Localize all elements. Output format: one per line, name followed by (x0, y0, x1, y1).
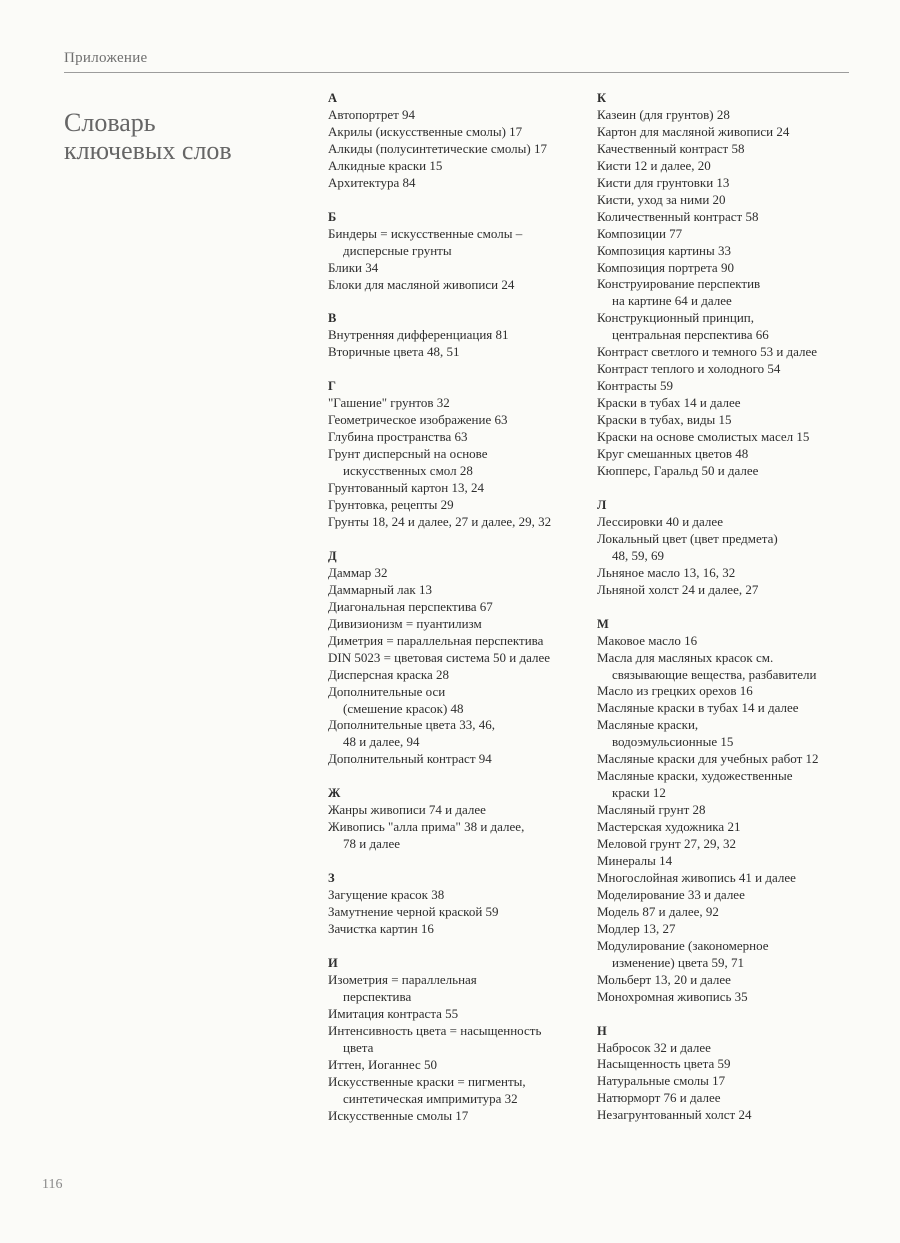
entry-term: Грунт дисперсный на основе (328, 446, 488, 462)
index-section (328, 310, 588, 361)
index-entry (328, 667, 588, 684)
entry-term: Искусственные краски = пигменты, (328, 1073, 526, 1089)
entry-term: Масляные краски, художественные (597, 768, 793, 784)
index-entry (597, 582, 849, 599)
index-entry (597, 531, 849, 565)
entry-term: Казеин (для грунтов) 28 (597, 106, 730, 122)
index-column-right (597, 90, 849, 1141)
index-entry (597, 226, 849, 243)
index-entry (597, 412, 849, 429)
entry-continuation: 48, 59, 69 (612, 547, 664, 563)
index-entry (597, 565, 849, 582)
entry-continuation: искусственных смол 28 (343, 463, 473, 479)
index-entry (328, 175, 588, 192)
index-entry (597, 989, 849, 1006)
entry-term: Геометрическое изображение 63 (328, 412, 508, 428)
entry-term: "Гашение" грунтов 32 (328, 395, 450, 411)
index-entry (328, 446, 588, 480)
index-section (597, 497, 849, 599)
index-entry (597, 650, 849, 684)
entry-term: Имитация контраста 55 (328, 1005, 459, 1021)
entry-term: Модлер 13, 27 (597, 920, 676, 936)
index-entry (597, 921, 849, 938)
index-entry (328, 684, 588, 718)
entry-term: Масляные краски для учебных работ 12 (597, 751, 819, 767)
index-entry (328, 1057, 588, 1074)
entry-term: Диметрия = параллельная перспектива (328, 632, 544, 648)
index-entry (328, 124, 588, 141)
section-letter: В (328, 311, 337, 326)
header-rule (64, 72, 849, 73)
index-entry (328, 565, 588, 582)
entry-term: Меловой грунт 27, 29, 32 (597, 836, 736, 852)
entry-term: Искусственные смолы 17 (328, 1107, 469, 1123)
index-entry (597, 276, 849, 310)
entry-continuation: водоэмульсионные 15 (612, 734, 734, 750)
index-entry (328, 260, 588, 277)
entry-term: Лессировки 40 и далее (597, 513, 723, 529)
index-entry (597, 870, 849, 887)
index-entry (597, 751, 849, 768)
entry-term: Внутренняя дифференциация 81 (328, 327, 509, 343)
index-entry (328, 141, 588, 158)
page-title (64, 109, 264, 165)
entry-term: Грунтовка, рецепты 29 (328, 497, 454, 513)
index-column-left (328, 90, 588, 1141)
entry-continuation: (смешение красок) 48 (343, 700, 464, 716)
index-entry (597, 700, 849, 717)
index-entry (597, 158, 849, 175)
entry-term: Модулирование (закономерное (597, 937, 769, 953)
index-entry (328, 226, 588, 260)
index-entry (328, 395, 588, 412)
entry-term: Конструкционный принцип, (597, 310, 754, 326)
entry-term: Качественный контраст 58 (597, 140, 745, 156)
entry-term: Мольберт 13, 20 и далее (597, 971, 731, 987)
index-entry (597, 836, 849, 853)
entry-term: Краски на основе смолистых масел 15 (597, 429, 810, 445)
index-entry (597, 141, 849, 158)
index-entry (597, 819, 849, 836)
index-entry (597, 209, 849, 226)
entry-continuation: изменение) цвета 59, 71 (612, 954, 745, 970)
entry-term: DIN 5023 = цветовая система 50 и далее (328, 649, 551, 665)
index-entry (597, 683, 849, 700)
entry-term: Дивизионизм = пуантилизм (328, 615, 482, 631)
index-entry (328, 344, 588, 361)
entry-term: Композиция картины 33 (597, 242, 731, 258)
entry-term: Алкиды (полусинтетические смолы) 17 (328, 140, 547, 156)
index-entry (328, 650, 588, 667)
index-entry (597, 395, 849, 412)
index-section (328, 785, 588, 853)
index-section (328, 209, 588, 294)
index-entry (597, 887, 849, 904)
entry-term: Моделирование 33 и далее (597, 886, 745, 902)
section-letter: Л (597, 497, 607, 512)
index-entry (328, 887, 588, 904)
index-entry (328, 327, 588, 344)
entry-term: Модель 87 и далее, 92 (597, 903, 719, 919)
index-section (328, 548, 588, 768)
page-title-line-2: ключевых слов (64, 136, 232, 166)
index-entry (328, 429, 588, 446)
index-entry (597, 938, 849, 972)
index-entry (597, 1040, 849, 1057)
entry-term: Вторичные цвета 48, 51 (328, 344, 460, 360)
entry-term: Масляные краски в тубах 14 и далее (597, 700, 799, 716)
entry-term: Контраст теплого и холодного 54 (597, 361, 781, 377)
index-entry (597, 1090, 849, 1107)
entry-term: Грунтованный картон 13, 24 (328, 480, 485, 496)
section-letter: А (328, 91, 338, 105)
section-letter: М (597, 616, 609, 631)
entry-continuation: краски 12 (612, 785, 666, 801)
entry-term: Натюрморт 76 и далее (597, 1090, 721, 1106)
index-entry (597, 260, 849, 277)
index-entry (597, 972, 849, 989)
index-entry (597, 378, 849, 395)
entry-term: Автопортрет 94 (328, 106, 416, 122)
index-section (328, 955, 588, 1125)
index-entry (597, 361, 849, 378)
index-entry (328, 497, 588, 514)
index-entry (328, 1074, 588, 1108)
entry-term: Минералы 14 (597, 852, 673, 868)
entry-term: Масло из грецких орехов 16 (597, 683, 753, 699)
index-entry (328, 107, 588, 124)
index-entry (328, 599, 588, 616)
entry-term: Биндеры = искусственные смолы – (328, 225, 523, 241)
section-letter: Ж (328, 786, 341, 801)
index-entry (328, 277, 588, 294)
entry-term: Блики 34 (328, 259, 379, 275)
index-section (328, 870, 588, 938)
index-entry (597, 717, 849, 751)
entry-continuation: центральная перспектива 66 (612, 327, 769, 343)
entry-continuation: цвета (343, 1039, 374, 1055)
entry-term: Многослойная живопись 41 и далее (597, 869, 796, 885)
index-entry (328, 582, 588, 599)
index-entry (597, 904, 849, 921)
index-entry (328, 751, 588, 768)
index-entry (328, 480, 588, 497)
entry-term: Льняное масло 13, 16, 32 (597, 564, 736, 580)
entry-term: Контраст светлого и темного 53 и далее (597, 344, 818, 360)
section-letter: З (328, 871, 335, 886)
index-entry (597, 768, 849, 802)
index-entry (328, 514, 588, 531)
entry-continuation: 48 и далее, 94 (343, 734, 420, 750)
index-entry (328, 921, 588, 938)
entry-term: Интенсивность цвета = насыщенность (328, 1022, 542, 1038)
entry-term: Жанры живописи 74 и далее (328, 802, 486, 818)
entry-continuation: перспектива (343, 988, 412, 1004)
index-entry (328, 717, 588, 751)
index-entry (597, 802, 849, 819)
entry-term: Акрилы (искусственные смолы) 17 (328, 123, 523, 139)
section-letter: Б (328, 209, 337, 224)
entry-term: Композиция портрета 90 (597, 259, 734, 275)
entry-term: Набросок 32 и далее (597, 1039, 711, 1055)
entry-term: Монохромная живопись 35 (597, 988, 748, 1004)
section-letter: Д (328, 548, 337, 563)
index-entry (597, 175, 849, 192)
index-entry (328, 819, 588, 853)
section-letter: К (597, 91, 607, 105)
entry-term: Живопись "алла прима" 38 и далее, (328, 819, 525, 835)
entry-term: Маковое масло 16 (597, 632, 698, 648)
entry-term: Глубина пространства 63 (328, 429, 468, 445)
page-title-line-1: Словарь (64, 108, 156, 138)
entry-term: Локальный цвет (цвет предмета) (597, 530, 778, 546)
entry-continuation: 78 и далее (343, 836, 400, 852)
index-entry (328, 1023, 588, 1057)
index-section (328, 90, 588, 192)
index-entry (328, 1108, 588, 1125)
entry-term: Архитектура 84 (328, 174, 416, 190)
entry-term: Замутнение черной краской 59 (328, 904, 499, 920)
entry-term: Конструирование перспектив (597, 276, 761, 292)
entry-term: Блоки для масляной живописи 24 (328, 276, 515, 292)
entry-term: Круг смешанных цветов 48 (597, 446, 749, 462)
entry-term: Незагрунтованный холст 24 (597, 1107, 752, 1123)
entry-term: Масла для масляных красок см. (597, 649, 774, 665)
index-entry (597, 107, 849, 124)
index-entry (328, 1006, 588, 1023)
index-entry (597, 243, 849, 260)
index-entry (597, 344, 849, 361)
entry-term: Зачистка картин 16 (328, 920, 434, 936)
index-entry (328, 633, 588, 650)
section-letter: Н (597, 1023, 607, 1038)
index-entry (328, 158, 588, 175)
entry-term: Контрасты 59 (597, 378, 674, 394)
entry-term: Льняной холст 24 и далее, 27 (597, 581, 759, 597)
page-number: 116 (42, 1177, 63, 1192)
index-entry (597, 192, 849, 209)
index-entry (328, 904, 588, 921)
entry-term: Дополнительный контраст 94 (328, 751, 492, 767)
entry-term: Иттен, Иоганнес 50 (328, 1056, 437, 1072)
index-entry (597, 514, 849, 531)
index-entry (328, 802, 588, 819)
index-section (328, 378, 588, 531)
entry-term: Натуральные смолы 17 (597, 1073, 726, 1089)
entry-term: Кисти, уход за ними 20 (597, 191, 726, 207)
entry-term: Масляный грунт 28 (597, 802, 706, 818)
entry-term: Кисти для грунтовки 13 (597, 174, 730, 190)
index-entry (597, 1107, 849, 1124)
running-head: Приложение (64, 50, 148, 66)
entry-continuation: синтетическая импримитура 32 (343, 1090, 518, 1106)
entry-continuation: дисперсные грунты (343, 242, 452, 258)
entry-term: Картон для масляной живописи 24 (597, 123, 790, 139)
entry-term: Мастерская художника 21 (597, 819, 741, 835)
entry-term: Диагональная перспектива 67 (328, 598, 493, 614)
entry-term: Дополнительные цвета 33, 46, (328, 717, 496, 733)
entry-term: Загущение красок 38 (328, 887, 445, 903)
section-letter: И (328, 955, 338, 970)
entry-term: Композиции 77 (597, 225, 683, 241)
index-entry (328, 412, 588, 429)
entry-continuation: на картине 64 и далее (612, 293, 732, 309)
index-entry (597, 1056, 849, 1073)
entry-term: Масляные краски, (597, 717, 699, 733)
entry-term: Краски в тубах 14 и далее (597, 395, 741, 411)
index-entry (597, 124, 849, 141)
index-entry (328, 616, 588, 633)
entry-term: Дисперсная краска 28 (328, 666, 450, 682)
section-letter: Г (328, 379, 336, 394)
index-entry (597, 853, 849, 870)
index-entry (597, 429, 849, 446)
index-section (597, 1023, 849, 1125)
index-entry (597, 463, 849, 480)
entry-term: Даммар 32 (328, 564, 388, 580)
index-entry (597, 446, 849, 463)
entry-term: Алкидные краски 15 (328, 157, 443, 173)
index-entry (597, 310, 849, 344)
entry-term: Кюпперс, Гаральд 50 и далее (597, 462, 759, 478)
index-entry (328, 972, 588, 1006)
entry-term: Даммарный лак 13 (328, 581, 432, 597)
entry-term: Грунты 18, 24 и далее, 27 и далее, 29, 32 (328, 513, 552, 529)
entry-term: Кисти 12 и далее, 20 (597, 157, 711, 173)
index-entry (597, 633, 849, 650)
index-entry (597, 1073, 849, 1090)
entry-term: Дополнительные оси (328, 683, 446, 699)
entry-continuation: связывающие вещества, разбавители (612, 666, 817, 682)
entry-term: Краски в тубах, виды 15 (597, 412, 732, 428)
index-section (597, 616, 849, 1006)
index-section (597, 90, 849, 480)
entry-term: Количественный контраст 58 (597, 208, 759, 224)
entry-term: Изометрия = параллельная (328, 971, 477, 987)
entry-term: Насыщенность цвета 59 (597, 1056, 731, 1072)
